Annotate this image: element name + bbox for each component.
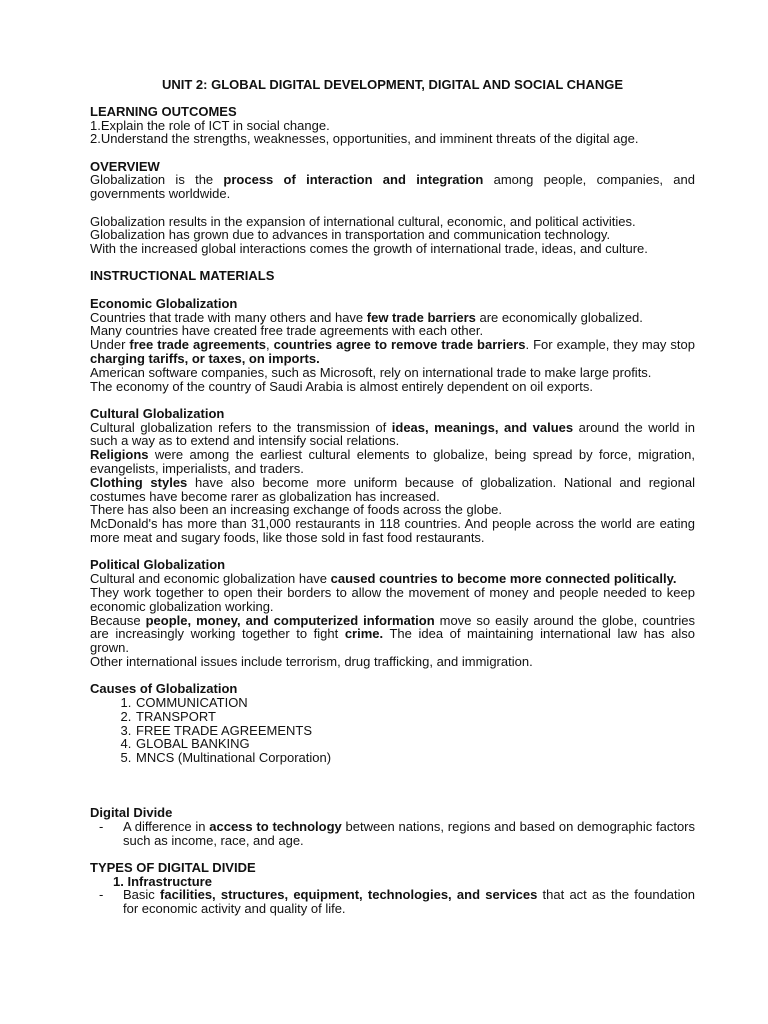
infrastructure-item (90, 888, 695, 916)
economic-line: Under free trade agreements, countries agree to remove trade barriers. For example, they may stop charging tariffs, or taxes, on imports. (90, 337, 695, 366)
political-line: Other international issues include terrorism, drug trafficking, and immigration. (90, 653, 533, 669)
overview-heading: OVERVIEW (90, 158, 160, 174)
political-line: They work together to open their borders to allow the movement of money and people needed to keep economic globalization working. (90, 584, 695, 614)
learning-outcome-item: 1.Explain the role of ICT in social change. (90, 117, 330, 133)
causes-list (90, 696, 695, 765)
list-item: 3. FREE TRADE AGREEMENTS (135, 724, 695, 738)
digital-divide-heading: Digital Divide (90, 804, 173, 820)
political-globalization-heading: Political Globalization (90, 557, 226, 573)
cultural-line: Cultural globalization refers to the transmission of ideas, meanings, and values around the world in such a way as to extend and intensify social relations. (90, 419, 695, 449)
list-item: 2. TRANSPORT (135, 710, 695, 724)
political-line: Because people, money, and computerized information move so easily around the globe, countries are increasingly working together to fight crime. The idea of maintaining international law has also grown. (90, 612, 695, 656)
overview-paragraph: Globalization is the process of interaction and integration among people, companies, and governments worldwide. (90, 172, 695, 202)
overview-line: Globalization results in the expansion of international cultural, economic, and political activities. (90, 213, 636, 229)
infrastructure-subheading: 1. Infrastructure (113, 873, 212, 889)
cultural-line: There has also been an increasing exchange of foods across the globe. (90, 502, 502, 518)
list-item: 5. MNCS (Multinational Corporation) (135, 751, 695, 765)
infrastructure-text: Basic facilities, structures, equipment, technologies, and services that act as the foundation for economic activity and quality of life. (123, 887, 695, 917)
digital-divide-item (90, 820, 695, 848)
cultural-line: McDonald's has more than 31,000 restaurants in 118 countries. And people across the world are eating more meat and sugary foods, like those sold in fast food restaurants. (90, 516, 695, 546)
economic-line: The economy of the country of Saudi Arabia is almost entirely dependent on oil exports. (90, 378, 593, 394)
cultural-globalization-heading: Cultural Globalization (90, 405, 225, 421)
list-item: 1. COMMUNICATION (135, 696, 695, 710)
cultural-line: Religions were among the earliest cultural elements to globalize, being spread by force, migration, evangelists, imperialists, and traders. (90, 447, 695, 477)
dash-bullet: - (99, 887, 104, 903)
instructional-materials-heading: INSTRUCTIONAL MATERIALS (90, 268, 275, 284)
digital-divide-text: A difference in access to technology between nations, regions and based on demographic factors such as income, race, and age. (123, 818, 696, 848)
economic-line: Many countries have created free trade agreements with each other. (90, 323, 484, 339)
overview-line: With the increased global interactions comes the growth of international trade, ideas, and culture. (90, 241, 648, 257)
dash-bullet: - (99, 818, 104, 834)
political-line: Cultural and economic globalization have caused countries to become more connected politically. (90, 571, 677, 587)
list-item: 4. GLOBAL BANKING (135, 737, 695, 751)
economic-line: American software companies, such as Microsoft, rely on international trade to make large profits. (90, 364, 652, 380)
types-of-digital-divide-heading: TYPES OF DIGITAL DIVIDE (90, 859, 256, 875)
causes-heading: Causes of Globalization (90, 681, 238, 697)
learning-outcomes-heading: LEARNING OUTCOMES (90, 103, 237, 119)
document-title: UNIT 2: GLOBAL DIGITAL DEVELOPMENT, DIGITAL AND SOCIAL CHANGE (161, 77, 624, 92)
economic-globalization-heading: Economic Globalization (90, 295, 238, 311)
learning-outcome-item: 2.Understand the strengths, weaknesses, opportunities, and imminent threats of the digital age. (90, 131, 639, 147)
overview-line: Globalization has grown due to advances in transportation and communication technology. (90, 227, 611, 243)
economic-line: Countries that trade with many others and have few trade barriers are economically globalized. (90, 309, 643, 325)
cultural-line: Clothing styles have also become more uniform because of globalization. National and regional costumes have become rarer as globalization has increased. (90, 474, 695, 504)
